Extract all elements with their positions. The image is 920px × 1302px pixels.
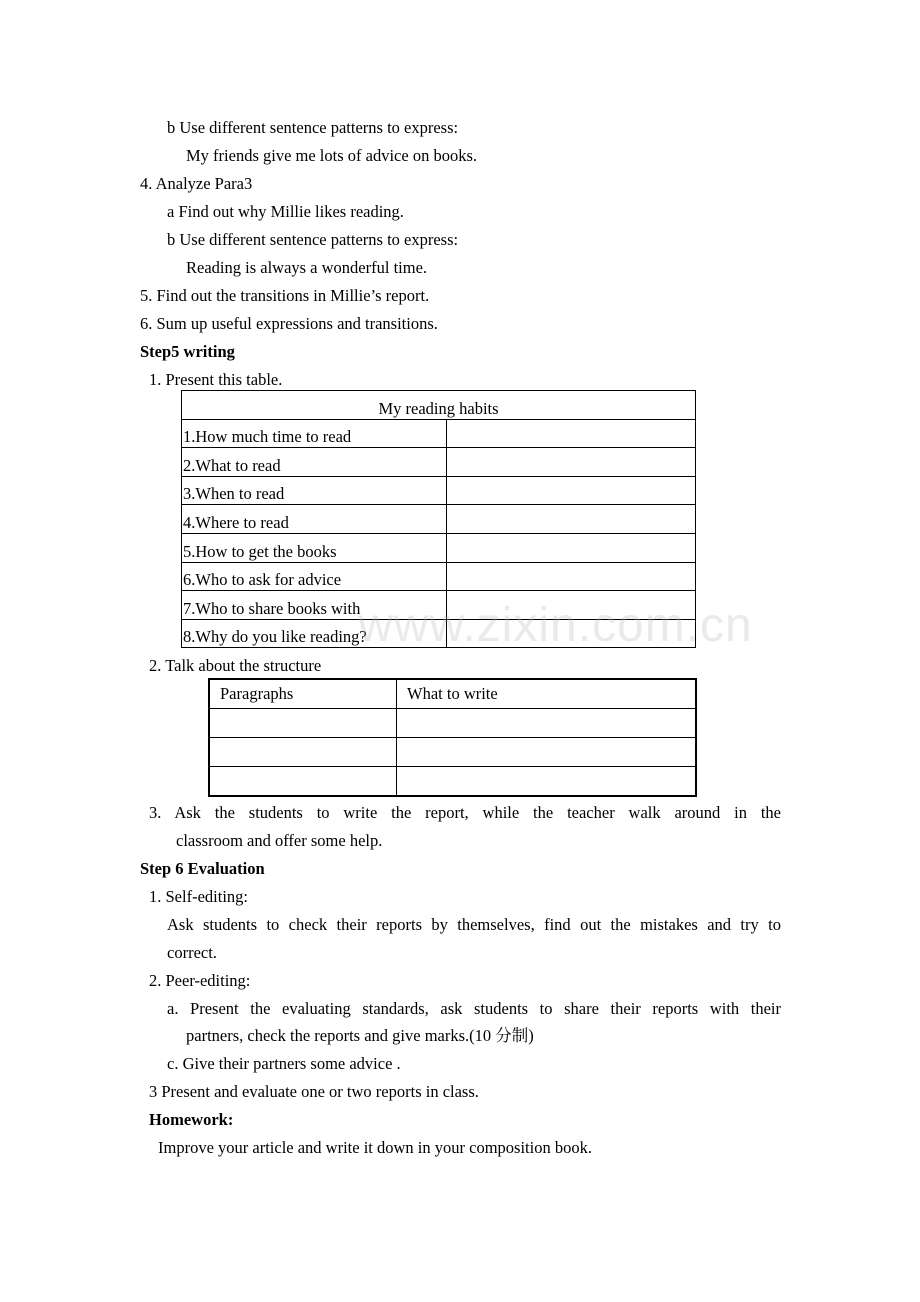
table-cell-empty (209, 738, 397, 767)
list-item: 3. Ask the students to write the report, while the teacher walk around in the (149, 803, 781, 822)
list-item-heading: 6. Sum up useful expressions and transitions. (140, 314, 438, 333)
text-line: Reading is always a wonderful time. (186, 258, 428, 277)
text-line: a Find out why Millie likes reading. (167, 202, 404, 221)
homework-text: Improve your article and write it down in your composition book. (158, 1138, 592, 1157)
table-cell-empty (447, 448, 696, 477)
list-item-heading: 4. Analyze Para3 (140, 174, 253, 193)
list-item: 2. Talk about the structure (149, 656, 322, 675)
text-line: correct. (167, 943, 217, 962)
text-line: b Use different sentence patterns to express: (167, 118, 459, 137)
section-heading-step6: Step 6 Evaluation (140, 859, 265, 878)
section-heading-step5: Step5 writing (140, 342, 235, 361)
table-cell: 2.What to read (182, 448, 447, 477)
table-row (209, 738, 696, 767)
table-cell: 1.How much time to read (182, 419, 447, 448)
homework-heading: Homework: (149, 1110, 234, 1129)
text-line: Ask students to check their reports by themselves, find out the mistakes and try to (167, 915, 781, 934)
table-row (182, 562, 696, 591)
table-cell-empty (209, 709, 397, 738)
list-item: 1. Present this table. (149, 370, 283, 389)
table-cell-empty (447, 533, 696, 562)
table-row (182, 476, 696, 505)
table-cell: 6.Who to ask for advice (182, 562, 447, 591)
table-row (182, 591, 696, 620)
table-cell-empty (397, 738, 697, 767)
table-row (209, 767, 696, 797)
table-header-paragraphs: Paragraphs (209, 679, 397, 709)
table-cell: 5.How to get the books (182, 533, 447, 562)
table-cell-empty (397, 709, 697, 738)
table-row (182, 533, 696, 562)
reading-habits-table (181, 390, 696, 648)
list-item: 3 Present and evaluate one or two reports in class. (149, 1082, 479, 1101)
text-line: a. Present the evaluating standards, ask students to share their reports with their (167, 999, 781, 1018)
list-item: 1. Self-editing: (149, 887, 248, 906)
table-cell-empty (447, 505, 696, 534)
table-row (182, 419, 696, 448)
table-cell-empty (447, 562, 696, 591)
structure-table (208, 678, 697, 797)
watermark: www.zixin.com.cn (358, 599, 753, 652)
table-cell-empty (447, 619, 696, 648)
table-cell: 8.Why do you like reading? (182, 619, 447, 648)
text-line: My friends give me lots of advice on books. (186, 146, 477, 165)
table-cell-empty (447, 591, 696, 620)
table-cell-empty (447, 419, 696, 448)
table-row (182, 619, 696, 648)
list-item: 2. Peer-editing: (149, 971, 251, 990)
table-title: My reading habits (182, 391, 696, 420)
table-row (182, 448, 696, 477)
table-row (209, 709, 696, 738)
table-header-what-to-write: What to write (397, 679, 697, 709)
table-cell: 4.Where to read (182, 505, 447, 534)
text-line: b Use different sentence patterns to express: (167, 230, 459, 249)
list-item-heading: 5. Find out the transitions in Millie’s report. (140, 286, 430, 305)
table-cell: 3.When to read (182, 476, 447, 505)
table-cell: 7.Who to share books with (182, 591, 447, 620)
text-line: classroom and offer some help. (176, 831, 383, 850)
text-line: partners, check the reports and give marks.(10 分制) (186, 1026, 534, 1045)
table-cell-empty (397, 767, 697, 797)
table-row (182, 505, 696, 534)
text-line: c. Give their partners some advice . (167, 1054, 401, 1073)
table-header-row (209, 679, 696, 709)
table-cell-empty (209, 767, 397, 797)
table-cell-empty (447, 476, 696, 505)
